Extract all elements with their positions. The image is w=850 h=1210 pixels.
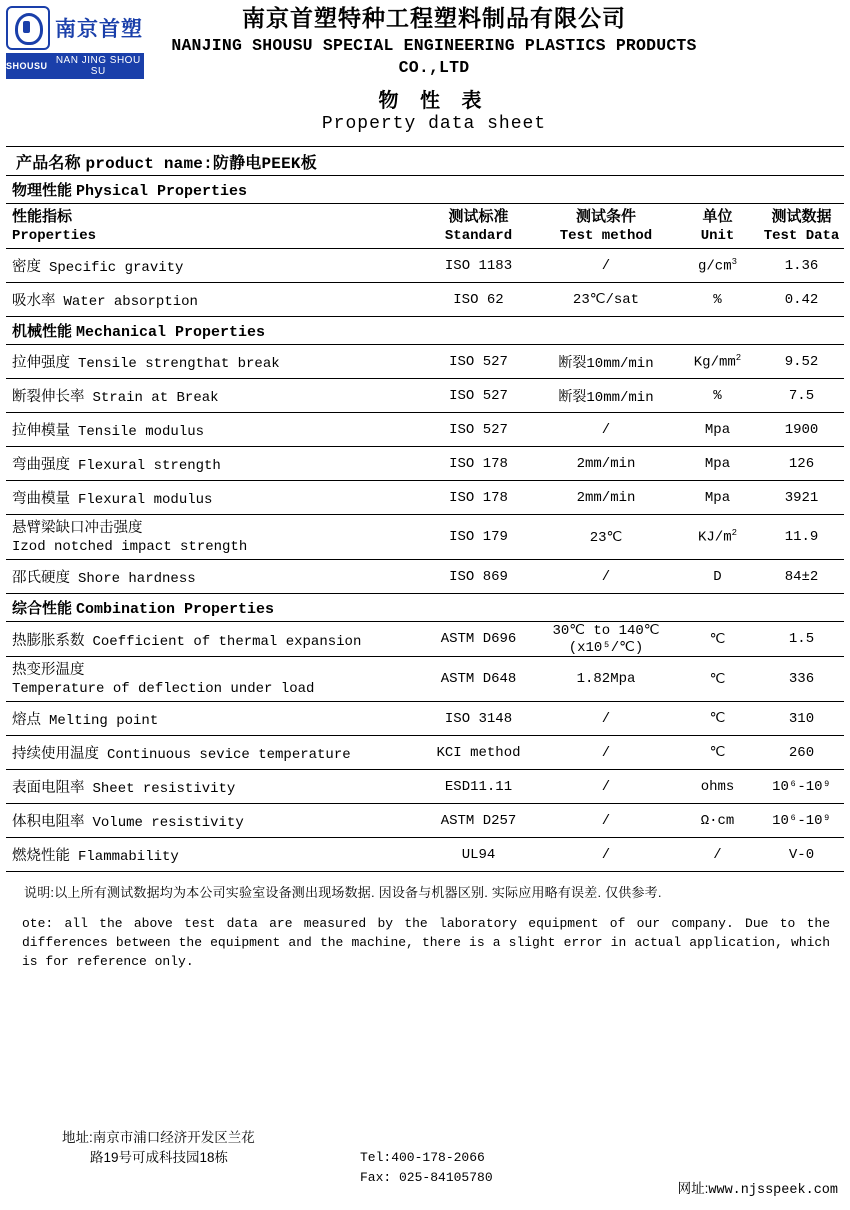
cell-property <box>6 447 421 481</box>
cell-unit: ℃ <box>676 702 759 736</box>
cell-test-data: 9.52 <box>759 345 844 379</box>
section-title-en: Combination Properties <box>76 601 275 619</box>
cell-standard: ISO 1183 <box>421 249 536 283</box>
cell-unit: ℃ <box>676 622 759 657</box>
cell-test-method: / <box>536 249 676 283</box>
header-title-block <box>144 4 844 134</box>
cell-standard: ESD11.11 <box>421 770 536 804</box>
property-name-cn: 密度 <box>12 259 41 276</box>
table-row <box>6 283 844 317</box>
cell-test-data: 10⁶-10⁹ <box>759 770 844 804</box>
cell-standard: ASTM D648 <box>421 657 536 702</box>
cell-property <box>6 702 421 736</box>
cell-property <box>6 515 421 560</box>
address-line-1: 地址:南京市浦口经济开发区兰花 <box>62 1130 255 1145</box>
section-header-physical <box>6 176 844 204</box>
cell-standard: ISO 869 <box>421 560 536 594</box>
logo-pinyin-bar <box>6 53 144 79</box>
telephone: Tel:400-178-2066 <box>360 1150 485 1165</box>
table-body <box>6 147 844 872</box>
contact-block <box>360 1148 493 1188</box>
property-name-cn: 邵氏硬度 <box>12 570 70 587</box>
cell-test-method: 23℃/sat <box>536 283 676 317</box>
property-name-en: Izod notched impact strength <box>12 538 248 555</box>
property-name-en: Coefficient of thermal expansion <box>92 633 362 650</box>
property-name-cn: 燃烧性能 <box>12 848 70 865</box>
cell-test-method: / <box>536 702 676 736</box>
property-name-en: Strain at Break <box>92 390 219 407</box>
col-unit <box>676 204 759 249</box>
cell-test-data: 1900 <box>759 413 844 447</box>
logo-pinyin-text: NAN JING SHOU SU <box>55 55 141 77</box>
cell-standard: ISO 179 <box>421 515 536 560</box>
cell-test-data: 0.42 <box>759 283 844 317</box>
cell-test-data: 11.9 <box>759 515 844 560</box>
cell-standard: ISO 3148 <box>421 702 536 736</box>
cell-property <box>6 657 421 702</box>
table-row <box>6 657 844 702</box>
company-name-en: NANJING SHOUSU SPECIAL ENGINEERING PLASTICS PRODUCTS CO.,LTD <box>171 35 697 78</box>
table-row <box>6 515 844 560</box>
cell-test-method: / <box>536 560 676 594</box>
cell-standard: ASTM D696 <box>421 622 536 657</box>
cell-unit: ohms <box>676 770 759 804</box>
cell-test-data: 336 <box>759 657 844 702</box>
logo-company-cn: 南京首塑 <box>55 18 143 41</box>
cell-property <box>6 481 421 515</box>
cell-test-data: 126 <box>759 447 844 481</box>
property-name-cn: 熔点 <box>12 712 41 729</box>
property-name-en: Water absorption <box>63 294 198 311</box>
table-row <box>6 770 844 804</box>
cell-standard: ISO 178 <box>421 481 536 515</box>
col-unit-en: Unit <box>700 227 735 244</box>
col-properties-en: Properties <box>12 227 97 244</box>
cell-unit: Ω·cm <box>676 804 759 838</box>
cell-unit: $KJ/m^2$ <box>676 515 759 560</box>
cell-test-data: 7.5 <box>759 379 844 413</box>
cell-test-method: 2mm/min <box>536 447 676 481</box>
col-standard-cn: 测试标准 <box>448 207 509 225</box>
cell-property <box>6 770 421 804</box>
cell-test-data: V-0 <box>759 838 844 872</box>
cell-test-data: 1.36 <box>759 249 844 283</box>
cell-test-method: / <box>536 413 676 447</box>
section-title-en: Physical Properties <box>76 183 248 201</box>
document-header <box>6 0 844 134</box>
property-table <box>6 146 844 872</box>
company-name-cn: 南京首塑特种工程塑料制品有限公司 <box>242 5 626 31</box>
property-name-cn: 吸水率 <box>12 293 56 310</box>
cell-property <box>6 838 421 872</box>
cell-property <box>6 283 421 317</box>
logo-mark-text: SHOUSU <box>6 61 48 71</box>
cell-standard: KCI method <box>421 736 536 770</box>
cell-property <box>6 249 421 283</box>
property-name-cn: 拉伸强度 <box>12 355 70 372</box>
property-name-en: Sheet resistivity <box>92 781 236 798</box>
cell-unit: D <box>676 560 759 594</box>
section-title-en: Mechanical Properties <box>76 324 266 342</box>
cell-test-method: 1.82Mpa <box>536 657 676 702</box>
col-method-cn: 测试条件 <box>575 207 636 225</box>
address-line-2: 路19号可成科技园18栋 <box>90 1150 229 1166</box>
cell-unit: Mpa <box>676 481 759 515</box>
cell-standard: ISO 527 <box>421 379 536 413</box>
cell-test-method: / <box>536 770 676 804</box>
cell-test-method: 2mm/min <box>536 481 676 515</box>
section-title-cn: 物理性能 <box>12 182 73 200</box>
table-row <box>6 622 844 657</box>
table-row <box>6 413 844 447</box>
cell-standard: ISO 527 <box>421 413 536 447</box>
col-data <box>759 204 844 249</box>
fax: Fax: 025-84105780 <box>360 1170 493 1186</box>
col-properties-cn: 性能指标 <box>12 207 73 225</box>
cell-test-data: 84±2 <box>759 560 844 594</box>
property-name-cn: 热变形温度 <box>12 661 85 678</box>
table-row <box>6 379 844 413</box>
col-standard-en: Standard <box>444 227 513 244</box>
cell-test-data: 310 <box>759 702 844 736</box>
company-address <box>62 1128 255 1169</box>
document-footer <box>0 1124 850 1202</box>
website-block <box>678 1177 838 1198</box>
product-label-cn: 产品名称 <box>16 154 81 172</box>
property-name-en: Shore hardness <box>78 571 196 588</box>
cell-test-method: / <box>536 804 676 838</box>
table-row <box>6 838 844 872</box>
property-name-cn: 弯曲强度 <box>12 457 70 474</box>
cell-test-data: 10⁶-10⁹ <box>759 804 844 838</box>
cell-unit: $Kg/mm^2$ <box>676 345 759 379</box>
property-name-cn: 表面电阻率 <box>12 780 85 797</box>
cell-standard: UL94 <box>421 838 536 872</box>
cell-test-method: 30℃ to 140℃ (x10⁵/℃) <box>536 622 676 657</box>
table-row <box>6 804 844 838</box>
cell-unit: % <box>676 283 759 317</box>
company-logo <box>6 4 144 79</box>
cell-property <box>6 622 421 657</box>
cell-property <box>6 804 421 838</box>
table-row <box>6 560 844 594</box>
section-title-cn: 综合性能 <box>12 600 73 618</box>
table-row <box>6 447 844 481</box>
note-english: ote: all the above test data are measured by the laboratory equipment of our company. Due to the differences between the equipment and the machine, there is a slight error in actual application, which is for reference only. <box>22 916 830 969</box>
col-properties <box>6 204 421 249</box>
cell-property <box>6 379 421 413</box>
property-name-cn: 体积电阻率 <box>12 814 85 831</box>
logo-mark-row <box>6 6 144 50</box>
website-label: 网址: <box>677 1181 709 1196</box>
property-name-en: Tensile modulus <box>78 424 205 441</box>
col-data-en: Test Data <box>763 227 840 244</box>
section-header-row <box>6 594 844 622</box>
cell-unit: ℃ <box>676 736 759 770</box>
col-unit-cn: 单位 <box>702 207 733 225</box>
cell-test-method: 23℃ <box>536 515 676 560</box>
property-name-cn: 悬臂梁缺口冲击强度 <box>12 519 143 536</box>
sheet-title-cn: 物 性 表 <box>378 90 490 113</box>
cell-test-data: 260 <box>759 736 844 770</box>
logo-badge-icon <box>6 6 50 50</box>
cell-property <box>6 560 421 594</box>
cell-property <box>6 345 421 379</box>
property-name-cn: 拉伸模量 <box>12 423 70 440</box>
property-name-cn: 断裂伸长率 <box>12 389 85 406</box>
property-name-en: Specific gravity <box>49 260 184 277</box>
property-name-cn: 热膨胀系数 <box>12 632 85 649</box>
cell-test-method: 断裂10mm/min <box>536 345 676 379</box>
cell-test-method: / <box>536 838 676 872</box>
cell-unit: ℃ <box>676 657 759 702</box>
table-row <box>6 249 844 283</box>
cell-standard: ISO 62 <box>421 283 536 317</box>
table-row <box>6 702 844 736</box>
col-method <box>536 204 676 249</box>
cell-test-data: 1.5 <box>759 622 844 657</box>
section-header-row <box>6 317 844 345</box>
section-title-cn: 机械性能 <box>12 323 73 341</box>
sheet-title-en: Property data sheet <box>321 114 547 135</box>
property-name-cn: 持续使用温度 <box>12 746 99 763</box>
property-name-cn: 弯曲模量 <box>12 491 70 508</box>
property-name-en: Melting point <box>49 713 159 730</box>
note-chinese: 说明:以上所有测试数据均为本公司实验室设备测出现场数据. 因设备与机器区别. 实际应用略有误差. 仅供参考. <box>24 885 662 901</box>
cell-unit: Mpa <box>676 413 759 447</box>
cell-standard: ISO 527 <box>421 345 536 379</box>
cell-unit: $g/cm^3$ <box>676 249 759 283</box>
column-header-row <box>6 204 844 249</box>
property-name-en: Flexural modulus <box>78 492 213 509</box>
col-method-en: Test method <box>559 227 653 244</box>
cell-test-method: / <box>536 736 676 770</box>
cell-standard: ISO 178 <box>421 447 536 481</box>
table-row <box>6 345 844 379</box>
property-name-en: Tensile strengthat break <box>78 356 280 373</box>
property-name-en: Continuous sevice temperature <box>107 747 351 764</box>
product-value: 防静电PEEK板 <box>212 154 317 173</box>
cell-unit: % <box>676 379 759 413</box>
cell-unit: / <box>676 838 759 872</box>
col-standard <box>421 204 536 249</box>
cell-standard: ASTM D257 <box>421 804 536 838</box>
col-data-cn: 测试数据 <box>771 207 832 225</box>
website-url[interactable]: www.njsspeek.com <box>708 1183 838 1198</box>
cell-property <box>6 736 421 770</box>
cell-unit: Mpa <box>676 447 759 481</box>
cell-property <box>6 413 421 447</box>
property-name-en: Volume resistivity <box>92 815 244 832</box>
product-name-row <box>6 147 844 176</box>
table-row <box>6 736 844 770</box>
product-label-en: product name: <box>85 154 213 173</box>
property-name-en: Temperature of deflection under load <box>12 680 315 697</box>
cell-test-data: 3921 <box>759 481 844 515</box>
property-name-en: Flammability <box>78 849 179 866</box>
table-row <box>6 481 844 515</box>
cell-test-method: 断裂10mm/min <box>536 379 676 413</box>
property-name-en: Flexural strength <box>78 458 221 475</box>
